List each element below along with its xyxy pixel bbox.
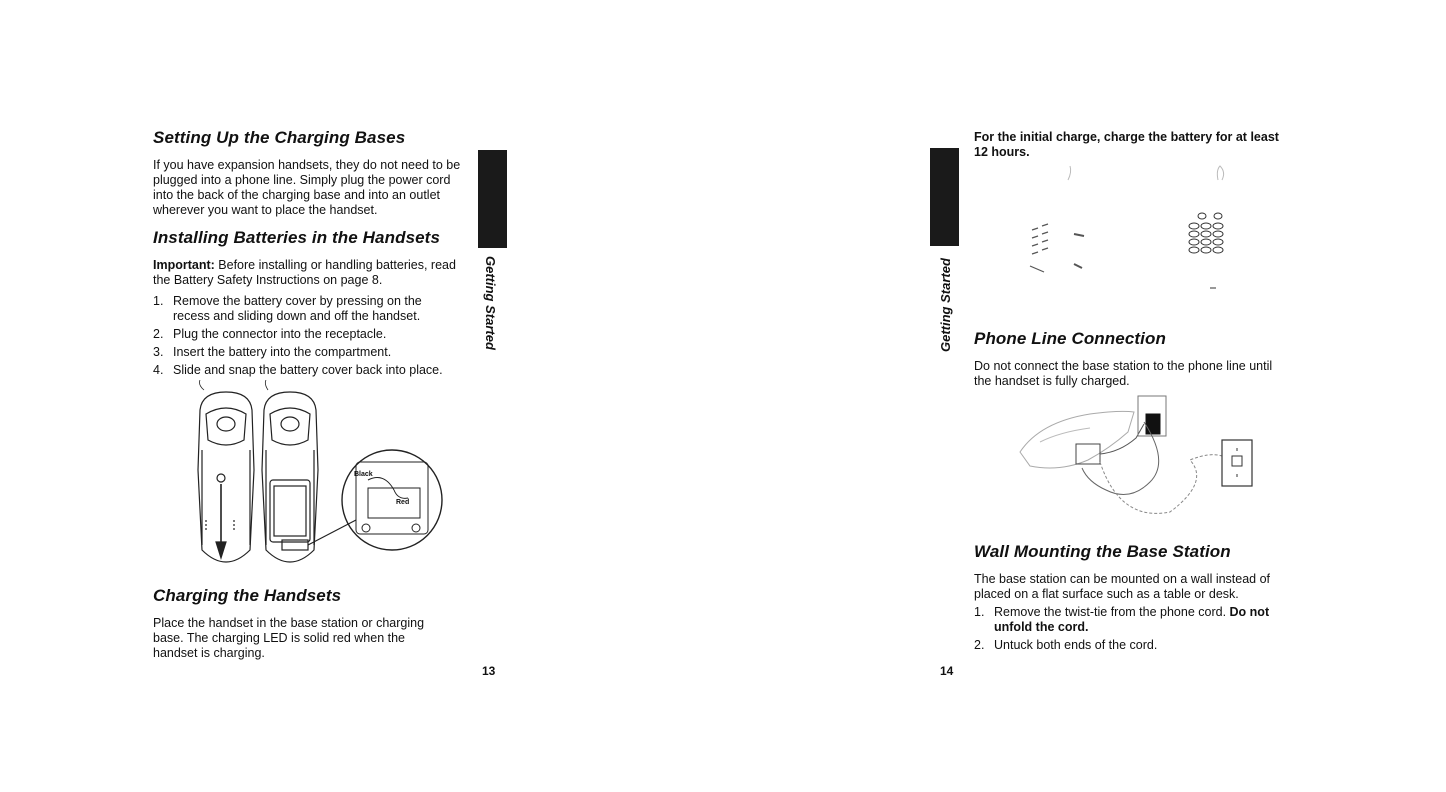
red-wire-label: Red: [396, 499, 410, 506]
charging-handsets-section: [153, 586, 463, 661]
step-text: Insert the battery into the compartment.: [173, 345, 392, 359]
base-station-connection-illustration: [1010, 392, 1270, 532]
step-bold-text: Do not unfold the cord.: [994, 605, 1270, 634]
wall-mounting-steps-list: [974, 605, 1284, 653]
list-item: [153, 327, 453, 342]
phone-line-section: [974, 329, 1284, 389]
step-number: 2.: [974, 638, 985, 652]
heading-phone-line-connection: Phone Line Connection: [974, 329, 1166, 348]
phone-line-paragraph: Do not connect the base station to the phone line until the handset is fully charged.: [974, 359, 1273, 388]
list-item: [974, 605, 1284, 635]
important-note: [153, 258, 463, 288]
page-number-13: 13: [482, 664, 496, 678]
side-tab-label-right: Getting Started: [938, 258, 953, 352]
side-tab-label-left: Getting Started: [483, 256, 498, 350]
battery-steps-list: [153, 294, 453, 378]
heading-installing-batteries-text: Installing Batteries in the Handsets: [153, 228, 440, 247]
step-number: 3.: [153, 345, 164, 359]
important-text: Before installing or handling batteries, read the Battery Safety Instructions on page 8.: [153, 258, 456, 287]
page-number-14: 14: [940, 664, 954, 678]
side-tab-bar-right: [930, 148, 959, 246]
heading-setting-up-charging-bases: Setting Up the Charging Bases: [153, 128, 406, 147]
step-text: Slide and snap the battery cover back into place.: [173, 363, 443, 377]
step-text: Remove the battery cover by pressing on the recess and sliding down and off the handset.: [173, 294, 422, 323]
installing-batteries-section: [153, 228, 463, 381]
handset-charging-illustration: [1020, 160, 1260, 300]
list-item: [974, 638, 1284, 653]
list-item: [153, 363, 453, 378]
charging-bases-paragraph: If you have expansion handsets, they do not need to be plugged into a phone line. Simply plug the power cord into the back of the charging base and into an outlet wherever you want to place the handset.: [153, 158, 461, 217]
battery-installation-illustration: [188, 380, 444, 570]
wall-mounting-section: [974, 542, 1294, 656]
important-label: Important:: [153, 258, 215, 272]
step-number: 2.: [153, 327, 164, 341]
step-number: 4.: [153, 363, 164, 377]
list-item: [153, 294, 453, 324]
heading-installing-batteries: [153, 228, 463, 248]
initial-charge-note: For the initial charge, charge the battery for at least 12 hours.: [974, 130, 1279, 159]
wall-mounting-paragraph: The base station can be mounted on a wall instead of placed on a flat surface such as a table or desk.: [974, 572, 1271, 601]
page-13-column: [153, 128, 463, 218]
step-text: Plug the connector into the receptacle.: [173, 327, 387, 341]
heading-charging-handsets: Charging the Handsets: [153, 586, 342, 605]
step-number: 1.: [153, 294, 164, 308]
charging-handsets-paragraph: Place the handset in the base station or charging base. The charging LED is solid red when the handset is charging.: [153, 616, 425, 660]
list-item: [153, 345, 453, 360]
step-text: Untuck both ends of the cord.: [994, 638, 1158, 652]
step-number: 1.: [974, 605, 985, 619]
black-wire-label: Black: [354, 471, 373, 478]
side-tab-bar-left: [478, 150, 507, 248]
heading-wall-mounting: Wall Mounting the Base Station: [974, 542, 1231, 561]
step-text: Remove the twist-tie from the phone cord.: [994, 605, 1230, 619]
page-14-intro: [974, 130, 1284, 160]
